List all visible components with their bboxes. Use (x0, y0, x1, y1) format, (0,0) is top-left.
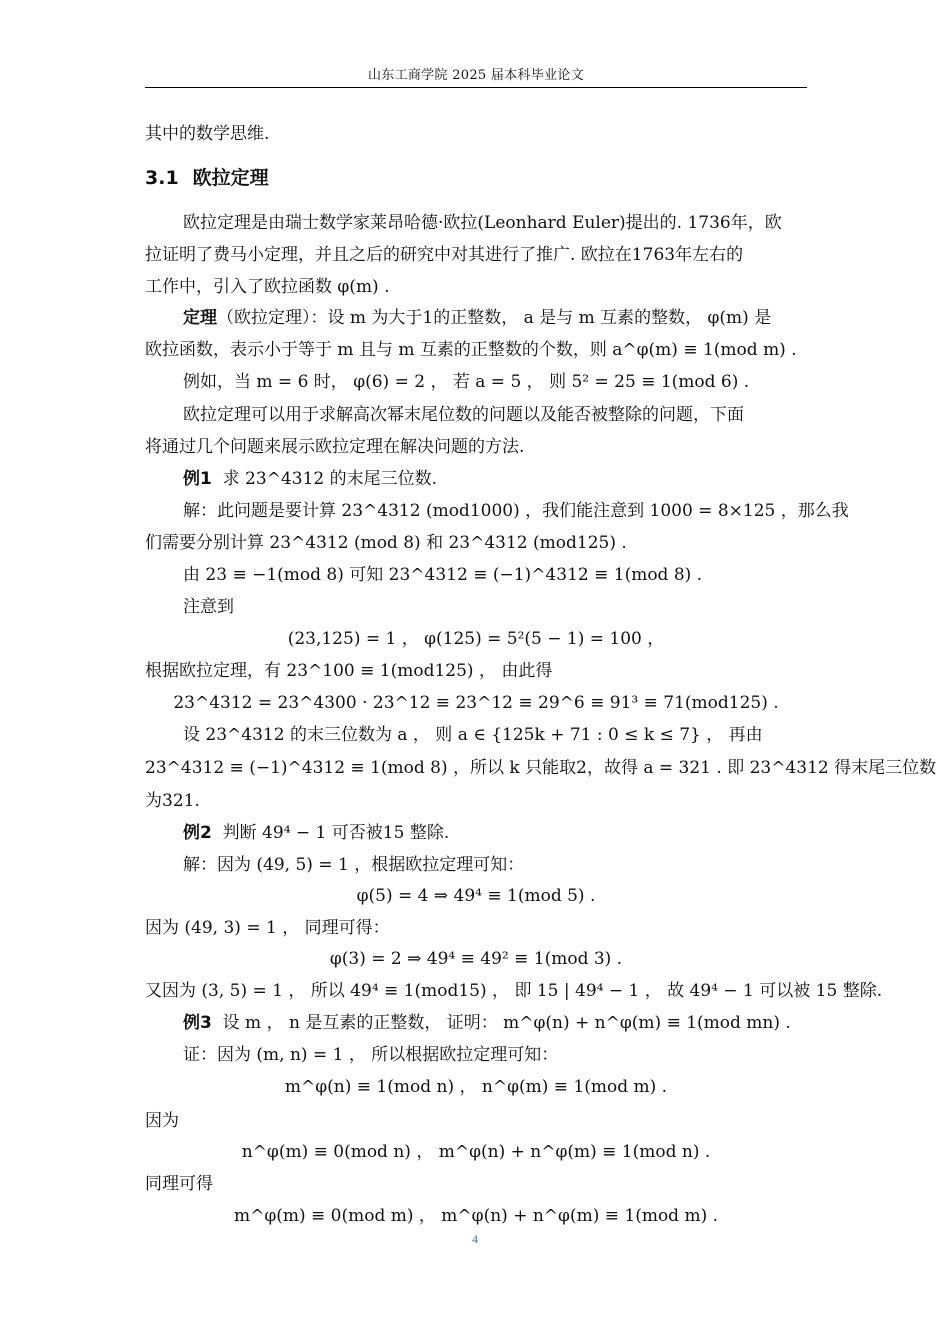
paragraph-line: 同理可得 (145, 1174, 213, 1194)
paragraph-line: 其中的数学思维. (145, 124, 270, 144)
equation: m^φ(m) ≡ 0(mod m) ， m^φ(n) + n^φ(m) ≡ 1(mod m) . (233, 1206, 719, 1226)
theorem-line (145, 302, 807, 334)
example-label: 例1 (183, 469, 212, 489)
paragraph-line: 由 23 ≡ −1(mod 8) 可知 23^4312 ≡ (−1)^4312 ≡ 1(mod 8) . (183, 565, 703, 585)
section-heading (145, 162, 807, 194)
paragraph-line: 工作中，引入了欧拉函数 φ(m) . (145, 277, 390, 297)
paragraph-line: 欧拉定理可以用于求解高次幂末尾位数的问题以及能否被整除的问题，下面 (183, 405, 744, 425)
paragraph-line: 根据欧拉定理，有 23^100 ≡ 1(mod125) ， 由此得 (145, 661, 553, 681)
equation: 23^4312 = 23^4300 · 23^12 ≡ 23^12 ≡ 29^6 ≡ 91³ ≡ 71(mod125) . (173, 693, 779, 713)
example-text: 设 m ， n 是互素的正整数， 证明： m^φ(n) + n^φ(m) ≡ 1(mod mn) . (222, 1013, 791, 1033)
theorem-label: 定理 (183, 308, 217, 328)
example-label: 例2 (183, 823, 212, 843)
paragraph-line: 因为 (49, 3) = 1 ， 同理可得： (145, 918, 390, 938)
equation: m^φ(n) ≡ 1(mod n) ， n^φ(m) ≡ 1(mod m) . (284, 1077, 668, 1097)
example-line (145, 463, 807, 495)
paragraph-line: 注意到 (183, 597, 234, 617)
paragraph-line: 们需要分别计算 23^4312 (mod 8) 和 23^4312 (mod125) . (145, 533, 627, 553)
equation: φ(5) = 4 ⇒ 49⁴ ≡ 1(mod 5) . (356, 886, 596, 906)
paragraph-line: 解：此问题是要计算 23^4312 (mod1000) ，我们能注意到 1000 = 8×125 ，那么我 (183, 501, 849, 521)
running-header: 山东工商学院 2025 届本科毕业论文 (145, 64, 807, 88)
paragraph-line: 欧拉函数，表示小于等于 m 且与 m 互素的正整数的个数，则 a^φ(m) ≡ 1(mod m) . (145, 340, 797, 360)
paragraph-line: 又因为 (3, 5) = 1 ， 所以 49⁴ ≡ 1(mod15) ， 即 15 | 49⁴ − 1 ， 故 49⁴ − 1 可以被 15 整除. (145, 981, 883, 1001)
section-title: 欧拉定理 (192, 167, 269, 189)
section-number: 3.1 (145, 167, 179, 189)
equation: n^φ(m) ≡ 0(mod n) ， m^φ(n) + n^φ(m) ≡ 1(mod n) . (241, 1142, 711, 1162)
equation: (23,125) = 1 ， φ(125) = 5²(5 − 1) = 100 ， (287, 629, 665, 649)
paragraph-line: 设 23^4312 的末三位数为 a ， 则 a ∈ {125k + 71 : 0 ≤ k ≤ 7} ， 再由 (183, 725, 763, 745)
theorem-text: （欧拉定理）：设 m 为大于1的正整数， a 是与 m 互素的整数， φ(m) 是 (217, 308, 772, 328)
example-text: 判断 49⁴ − 1 可否被15 整除. (222, 823, 450, 843)
paragraph-line: 23^4312 ≡ (−1)^4312 ≡ 1(mod 8) ，所以 k 只能取2，故得 a = 321 . 即 23^4312 得末尾三位数 (145, 758, 937, 778)
example-text: 求 23^4312 的末尾三位数. (222, 469, 438, 489)
page-number: 4 (472, 1232, 478, 1246)
example-label: 例3 (183, 1013, 212, 1033)
paragraph-line: 为321. (145, 791, 200, 811)
paragraph-line: 欧拉定理是由瑞士数学家莱昂哈德·欧拉(Leonhard Euler)提出的. 1736年，欧 (183, 213, 782, 233)
paragraph-line: 因为 (145, 1111, 179, 1131)
example-line (145, 1007, 807, 1039)
paragraph-line: 证：因为 (m, n) = 1 ， 所以根据欧拉定理可知： (183, 1045, 559, 1065)
paragraph-line: 拉证明了费马小定理，并且之后的研究中对其进行了推广. 欧拉在1763年左右的 (145, 245, 744, 265)
paragraph-line: 解：因为 (49, 5) = 1 ，根据欧拉定理可知： (183, 855, 525, 875)
paragraph-line: 将通过几个问题来展示欧拉定理在解决问题的方法. (145, 437, 525, 457)
paragraph-line: 例如，当 m = 6 时， φ(6) = 2 ， 若 a = 5 ， 则 5² = 25 ≡ 1(mod 6) . (183, 372, 750, 392)
example-line (145, 817, 807, 849)
equation: φ(3) = 2 ⇒ 49⁴ ≡ 49² ≡ 1(mod 3) . (329, 949, 623, 969)
